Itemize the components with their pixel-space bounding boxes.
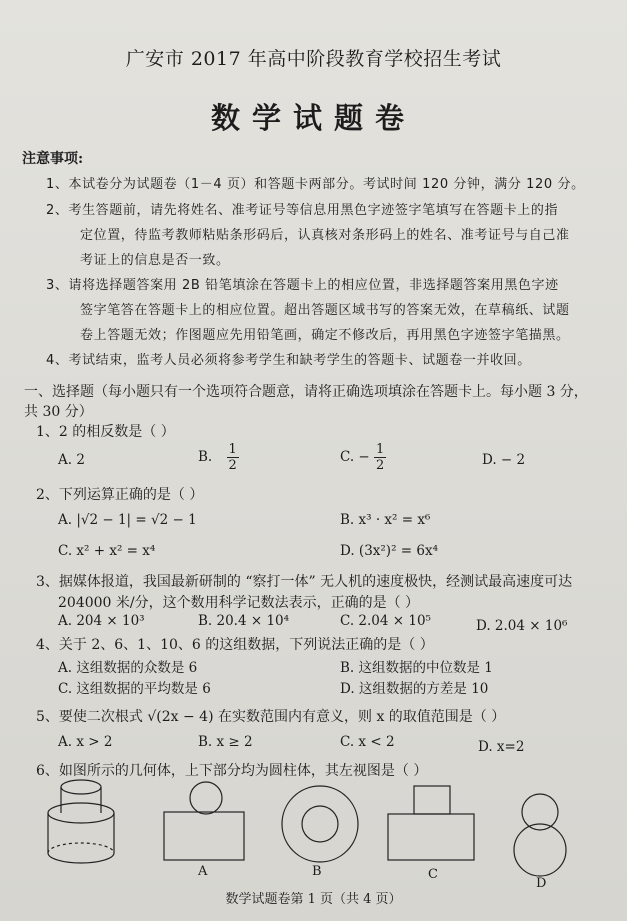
question-2-stem: 2、下列运算正确的是（ ）	[36, 487, 204, 503]
question-3-stem-cont: 204000 米/分，这个数用科学记数法表示，正确的是（ ）	[58, 595, 420, 611]
view-option-c	[384, 784, 478, 864]
q1-option-b-fraction	[227, 442, 239, 473]
section-heading: 一、选择题（每小题只有一个选项符合题意，请将正确选项填涂在答题卡上。每小题 3 分，	[24, 384, 588, 400]
fraction-numerator: 1	[376, 442, 385, 457]
q3-option-d: D. 2.04 × 10⁶	[476, 618, 568, 634]
q2-option-b: B. x³ · x² = x⁶	[340, 512, 431, 528]
q5-option-d: D. x=2	[478, 739, 525, 755]
paper-title: 数学试题卷	[210, 101, 416, 135]
view-label-b: B	[312, 864, 322, 879]
q5-option-a: A. x > 2	[58, 734, 113, 750]
view-label-c: C	[428, 867, 438, 882]
question-4-stem: 4、关于 2、6、1、10、6 的这组数据，下列说法正确的是（ ）	[36, 637, 434, 653]
q2-option-c: C. x² + x² = x⁴	[58, 543, 156, 559]
q4-option-c: C. 这组数据的平均数是 6	[58, 681, 211, 697]
view-option-d	[510, 790, 570, 880]
q2-option-a: A. |√2 − 1| = √2 − 1	[58, 512, 197, 528]
fraction-denominator: 2	[228, 458, 237, 473]
q3-option-a: A. 204 × 10³	[58, 613, 145, 629]
page-footer: 数学试题卷第 1 页（共 4 页）	[225, 892, 402, 907]
notes-heading: 注意事项:	[22, 151, 84, 167]
q1-option-b	[198, 442, 239, 473]
view-option-b	[280, 784, 360, 864]
fraction-numerator: 1	[228, 442, 237, 457]
note-line: 卷上答题无效；作图题应先用铅笔画，确定不修改后，再用黑色字迹签字笔描黑。	[80, 328, 570, 343]
q2-option-d: D. (3x²)² = 6x⁴	[340, 543, 438, 559]
q1-option-a: A. 2	[58, 452, 85, 468]
note-line: 3、请将选择题答案用 2B 铅笔填涂在答题卡上的相应位置，非选择题答案用黑色字迹	[46, 278, 559, 293]
solid-figure	[40, 775, 122, 867]
note-line: 考证上的信息是否一致。	[80, 253, 230, 268]
q5-option-b: B. x ≥ 2	[198, 734, 253, 750]
q4-option-a: A. 这组数据的众数是 6	[58, 660, 198, 676]
q1-option-b-prefix: B.	[198, 449, 213, 465]
note-line: 定位置，待监考教师粘贴条形码后，认真核对条形码上的姓名、准考证号与自己准	[80, 228, 570, 243]
q3-option-c: C. 2.04 × 10⁵	[340, 613, 431, 629]
q4-option-b: B. 这组数据的中位数是 1	[340, 660, 493, 676]
note-line: 签字笔答在答题卡上的相应位置。超出答题区域书写的答案无效，在草稿纸、试题	[80, 303, 570, 318]
question-1-stem: 1、2 的相反数是（ ）	[36, 424, 175, 440]
question-6-stem: 6、如图所示的几何体，上下部分均为圆柱体，其左视图是（ ）	[36, 763, 428, 779]
q1-option-c-fraction	[374, 442, 386, 473]
q1-option-c-prefix: C. −	[340, 449, 370, 465]
view-option-a	[160, 780, 248, 864]
view-label-d: D	[536, 876, 547, 891]
note-line: 1、本试卷分为试题卷（1－4 页）和答题卡两部分。考试时间 120 分钟，满分 120 分。	[46, 177, 585, 192]
exam-title: 广安市 2017 年高中阶段教育学校招生考试	[125, 48, 502, 70]
q1-option-c	[340, 442, 386, 473]
view-label-a: A	[198, 864, 208, 879]
note-line: 4、考试结束，监考人员必须将参考学生和缺考学生的答题卡、试题卷一并收回。	[46, 353, 531, 368]
note-line: 2、考生答题前，请先将姓名、准考证号等信息用黑色字迹签字笔填写在答题卡上的指	[46, 203, 559, 218]
section-heading-cont: 共 30 分）	[24, 404, 93, 420]
q4-option-d: D. 这组数据的方差是 10	[340, 681, 489, 697]
question-5-stem: 5、要使二次根式 √(2x − 4) 在实数范围内有意义，则 x 的取值范围是（ ）	[36, 709, 506, 725]
question-3-stem: 3、据媒体报道，我国最新研制的 “察打一体” 无人机的速度极快，经测试最高速度可达	[36, 574, 573, 590]
q5-option-c: C. x < 2	[340, 734, 395, 750]
q3-option-b: B. 20.4 × 10⁴	[198, 613, 290, 629]
q1-option-d: D. − 2	[482, 452, 526, 468]
fraction-denominator: 2	[376, 458, 385, 473]
